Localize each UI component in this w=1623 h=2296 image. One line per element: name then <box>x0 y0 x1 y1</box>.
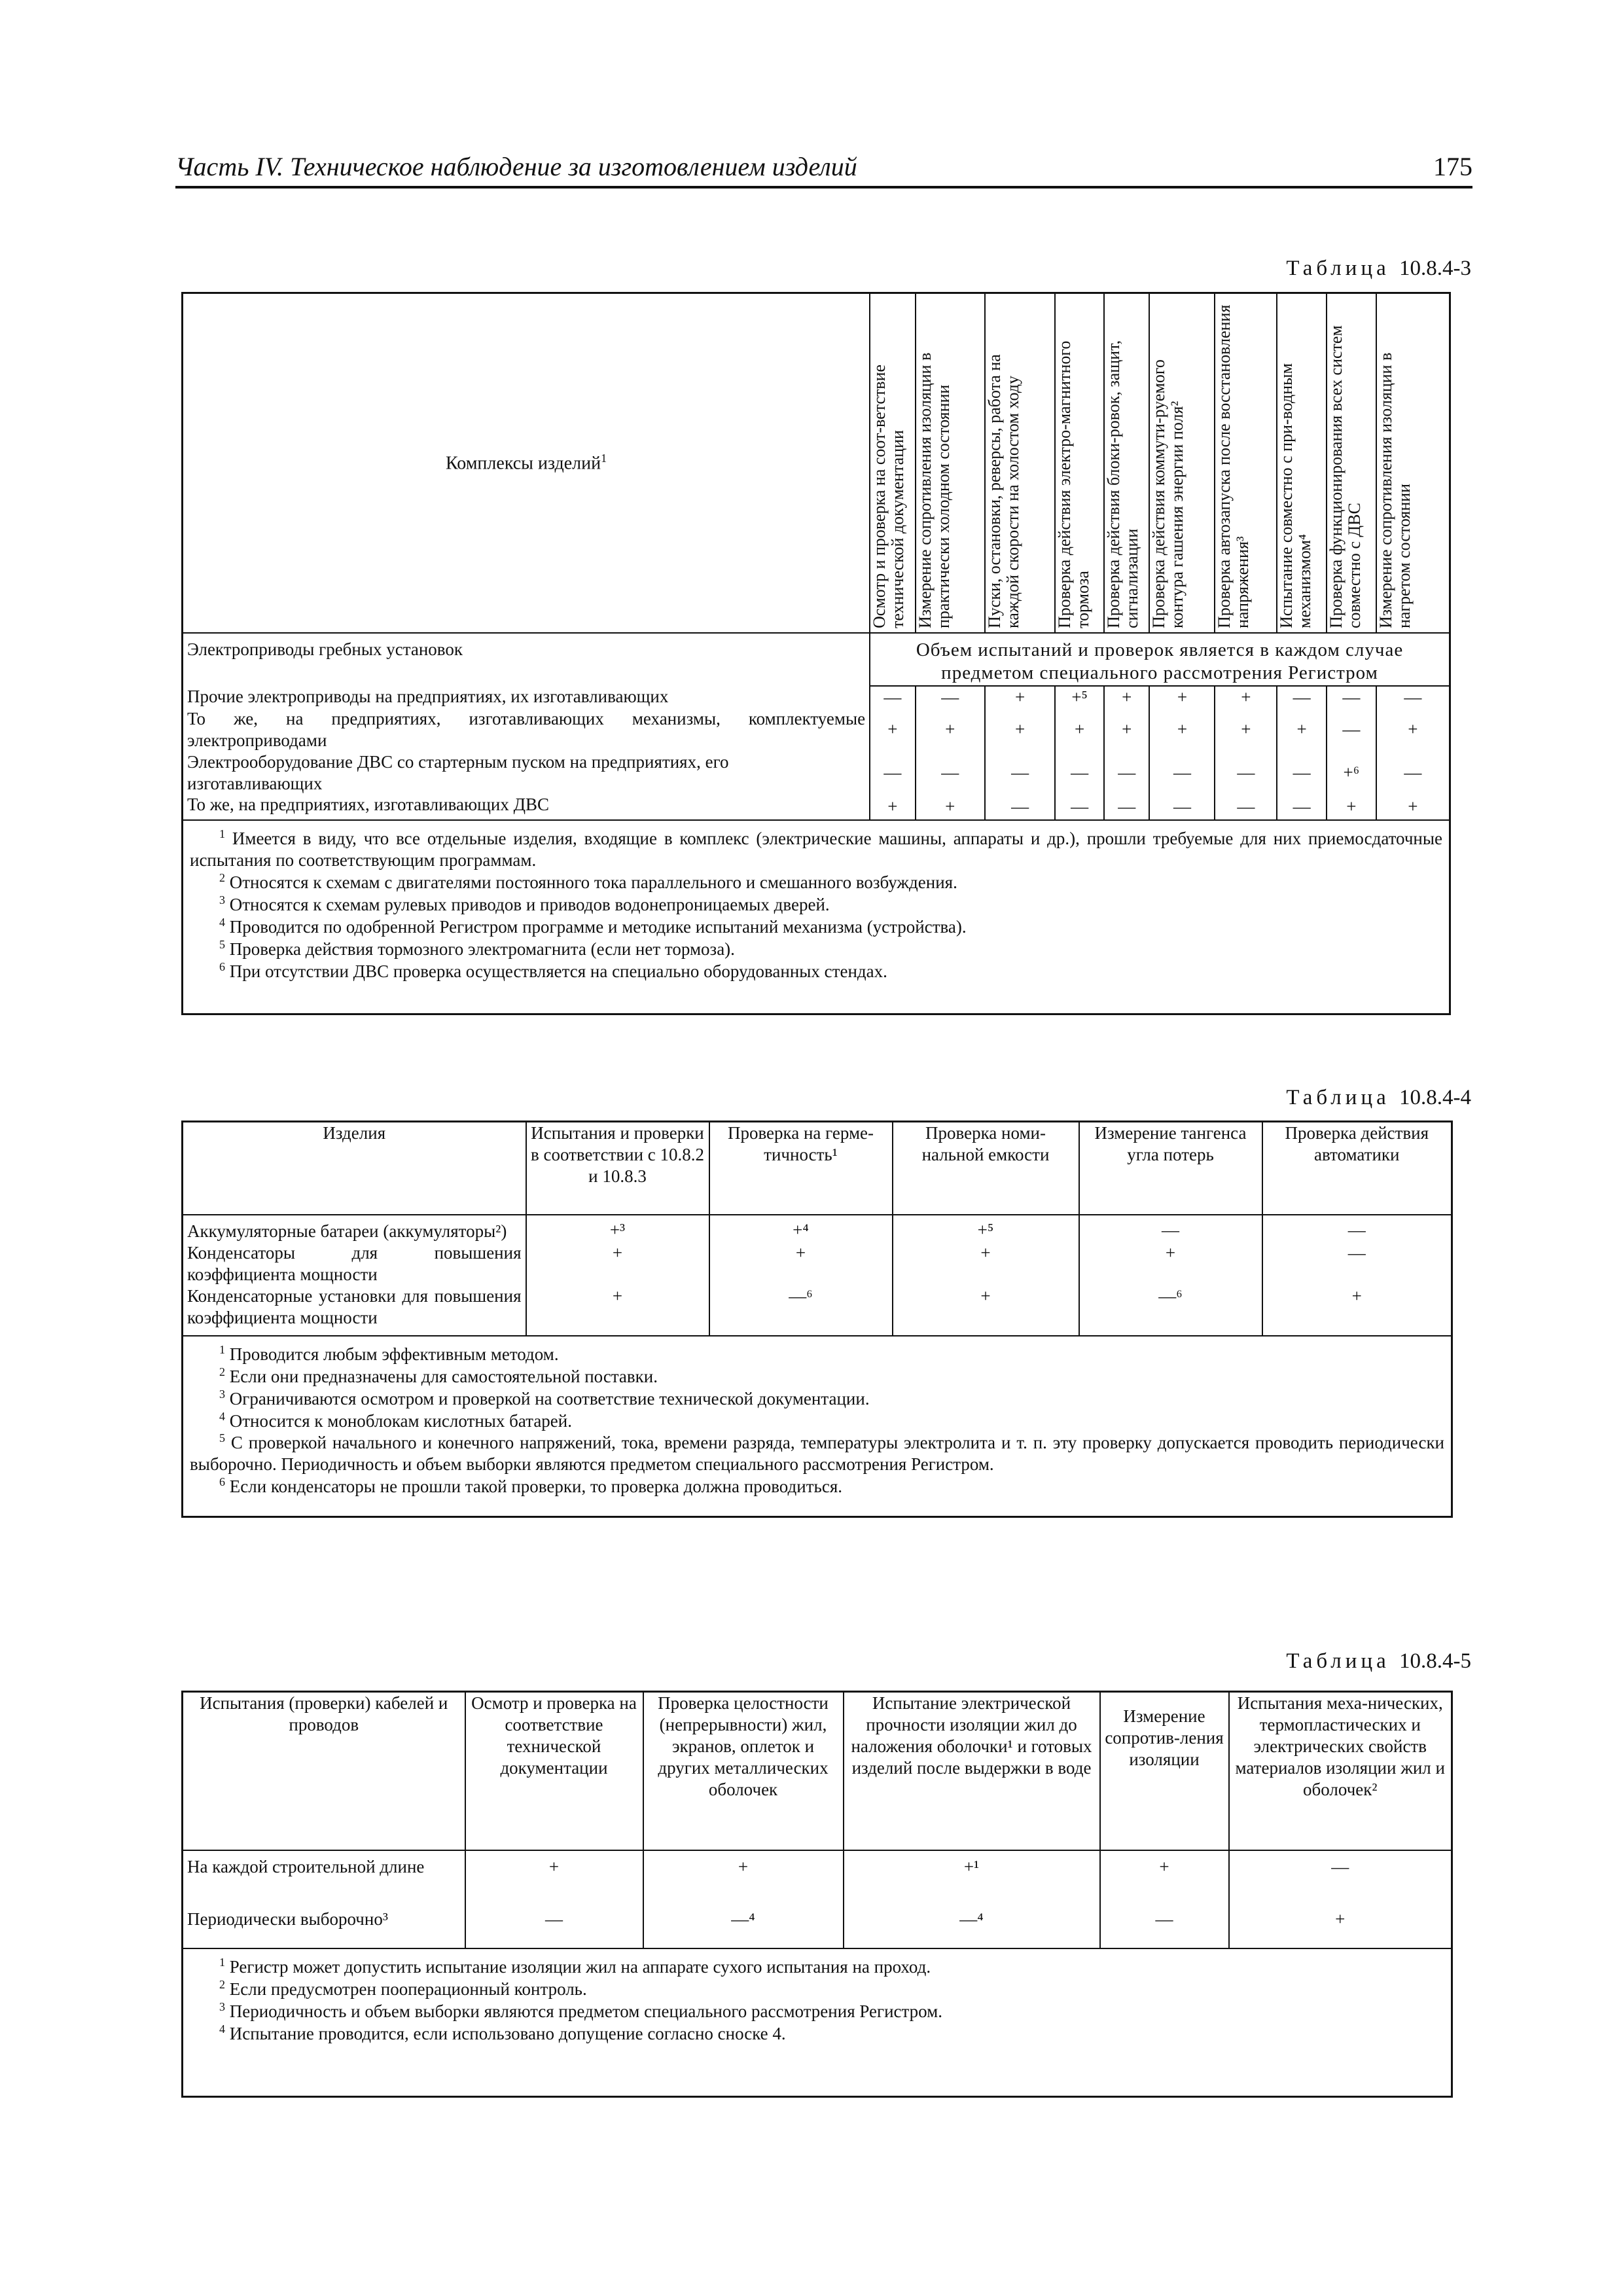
table-10-8-4-5 <box>181 1691 1453 2098</box>
cell: — <box>465 1909 643 1948</box>
cell: —⁴ <box>643 1909 844 1948</box>
table-10-8-4-4 <box>181 1121 1453 1518</box>
column-header: Проверка действия автоматики <box>1262 1122 1452 1215</box>
column-header: Пуски, остановки, реверсы, работа на каждой скорости на холостом ходу <box>985 293 1055 634</box>
row-label: Аккумуляторные батареи (аккумуляторы²) <box>183 1215 526 1242</box>
cell: +⁵ <box>893 1215 1079 1242</box>
row-label: Конденсаторные установки для повышения коэффициента мощности <box>183 1285 526 1336</box>
cell: + <box>709 1242 893 1285</box>
table-row <box>183 1242 1452 1285</box>
table-notes <box>183 1948 1452 2097</box>
corner-header: Комплексы изделий$^1$ <box>183 293 870 634</box>
table-notes <box>183 1336 1452 1517</box>
cell: + <box>1215 686 1277 708</box>
row-label: На каждой строительной длине <box>183 1850 465 1909</box>
footnote: $^6$ При отсутствии ДВС проверка осуществляется на специально оборудованных стендах. <box>219 960 887 981</box>
cell: — <box>1376 751 1450 795</box>
cell: —⁶ <box>1079 1285 1262 1336</box>
cell: + <box>1229 1909 1452 1948</box>
cell: — <box>1327 686 1376 708</box>
cell: — <box>1215 751 1277 795</box>
cell: — <box>1229 1850 1452 1909</box>
column-header: Проверка автозапуска после восстановления напряжения³ <box>1215 293 1277 634</box>
footnote: $^5$ Проверка действия тормозного электромагнита (если нет тормоза). <box>219 938 735 960</box>
cell: + <box>1055 708 1104 751</box>
cell: — <box>1055 751 1104 795</box>
column-header: Проверка номи-нальной емкости <box>893 1122 1079 1215</box>
cell: — <box>985 751 1055 795</box>
cell: +⁴ <box>709 1215 893 1242</box>
footnote: $^3$ Относятся к схемам рулевых приводов и приводов водонепроницаемых дверей. <box>219 893 830 915</box>
row-label: То же, на предприятиях, изготавливающих ДВС <box>183 794 870 820</box>
cell: — <box>1079 1215 1262 1242</box>
cell: +⁶ <box>1327 751 1376 795</box>
cell: —⁴ <box>844 1909 1100 1948</box>
cell: + <box>1327 794 1376 820</box>
table-notes-row <box>183 820 1450 1014</box>
column-header: Измерение тангенса угла потерь <box>1079 1122 1262 1215</box>
column-header: Проверка целостности (непрерывности) жил, экранов, оплеток и других металлических оболочек <box>643 1692 844 1851</box>
table-row <box>183 1850 1452 1909</box>
cell: — <box>1104 794 1149 820</box>
cell: + <box>1262 1285 1452 1336</box>
cell: + <box>1376 794 1450 820</box>
cell: — <box>1327 708 1376 751</box>
cell: — <box>1100 1909 1229 1948</box>
cell: + <box>1104 708 1149 751</box>
row-label: Электроприводы гребных установок <box>183 633 870 686</box>
column-header: Испытания (проверки) кабелей и проводов <box>183 1692 465 1851</box>
running-header <box>175 145 1472 188</box>
column-header: Изделия <box>183 1122 526 1215</box>
table-row <box>183 751 1450 795</box>
table-caption: Таблица 10.8.4-3 <box>1286 257 1471 280</box>
table-row <box>183 1909 1452 1948</box>
column-header: Испытания и проверки в соответствии с 10.8.2 и 10.8.3 <box>526 1122 709 1215</box>
cell: + <box>1079 1242 1262 1285</box>
column-header: Измерение сопротив-ления изоляции <box>1100 1692 1229 1851</box>
table-row <box>183 1285 1452 1336</box>
footnote: $^1$ Регистр может допустить испытание изоляции жил на аппарате сухого испытания на проход. <box>219 1956 931 1977</box>
column-header: Испытание совместно с при-водным механизмом⁴ <box>1277 293 1327 634</box>
footnote: $^6$ Если конденсаторы не прошли такой проверки, то проверка должна проводиться. <box>219 1475 842 1497</box>
footnote: $^1$ Имеется в виду, что все отдельные изделия, входящие в комплекс (электрические машины, аппараты и др.), прошли требуемые для них приемосдаточные испытания по соответствующим программам. <box>190 827 1443 870</box>
table-row <box>183 633 1450 686</box>
row-label: То же, на предприятиях, изготавливающих механизмы, комплектуемые электроприводами <box>183 708 870 751</box>
cell: + <box>893 1242 1079 1285</box>
column-header: Проверка действия электро-магнитного тормоза <box>1055 293 1104 634</box>
table-row <box>183 686 1450 708</box>
footnote: $^3$ Периодичность и объем выборки являются предметом специального рассмотрения Регистром. <box>219 2000 942 2021</box>
footnote: $^2$ Относятся к схемам с двигателями постоянного тока параллельного и смешанного возбуждения. <box>219 871 957 893</box>
cell: + <box>985 708 1055 751</box>
cell: + <box>893 1285 1079 1336</box>
cell: — <box>1277 751 1327 795</box>
cell: — <box>1262 1215 1452 1242</box>
column-header: Испытание электрической прочности изоляции жил до наложения оболочки¹ и готовых изделий после выдержки в воде <box>844 1692 1100 1851</box>
cell: + <box>526 1285 709 1336</box>
column-header: Проверка действия блоки-ровок, защит, сигнализации <box>1104 293 1149 634</box>
table-row <box>183 1215 1452 1242</box>
footnote: $^4$ Проводится по одобренной Регистром программе и методике испытаний механизма (устройства). <box>219 916 967 937</box>
row-label: Электрооборудование ДВС со стартерным пуском на предприятиях, его изготавливающих <box>183 751 870 795</box>
cell: + <box>643 1850 844 1909</box>
table-10-8-4-3 <box>181 292 1451 1015</box>
footnote: $^3$ Ограничиваются осмотром и проверкой на соответствие технической документации. <box>219 1387 870 1408</box>
footnote: $^4$ Испытание проводится, если использовано допущение согласно сноске 4. <box>219 2022 786 2043</box>
column-header: Осмотр и проверка на соот-ветствие технической документации <box>870 293 915 634</box>
cell: +³ <box>526 1215 709 1242</box>
footnote: $^4$ Относится к моноблокам кислотных батарей. <box>219 1409 572 1431</box>
table-caption: Таблица 10.8.4-5 <box>1286 1649 1471 1673</box>
cell: + <box>526 1242 709 1285</box>
cell: — <box>916 686 985 708</box>
column-header: Проверка функционирования всех систем совместно с ДВС <box>1327 293 1376 634</box>
footnote: $^2$ Если они предназначены для самостоятельной поставки. <box>219 1365 658 1386</box>
cell: — <box>1215 794 1277 820</box>
cell: + <box>985 686 1055 708</box>
cell: + <box>1100 1850 1229 1909</box>
cell: + <box>916 794 985 820</box>
table-header-row <box>183 1122 1452 1215</box>
cell: — <box>1055 794 1104 820</box>
footnote: $^5$ С проверкой начального и конечного напряжений, тока, времени разряда, температуры электролита и т. п. эту проверку допускается проводить периодически выборочно. Периодичность и объем выборки являются предметом специального рассмотрения Регистром. <box>190 1431 1445 1475</box>
cell: — <box>916 751 985 795</box>
cell: — <box>870 686 915 708</box>
column-header: Измерение сопротивления изоляции в нагретом состоянии <box>1376 293 1450 634</box>
cell: —⁶ <box>709 1285 893 1336</box>
cell: — <box>1149 751 1215 795</box>
column-header: Проверка действия коммути-руемого контура гашения энергии поля² <box>1149 293 1215 634</box>
table-row <box>183 794 1450 820</box>
column-header: Проверка на герме-тичность¹ <box>709 1122 893 1215</box>
cell: +¹ <box>844 1850 1100 1909</box>
footnote: $^2$ Если предусмотрен пооперационный контроль. <box>219 1977 587 1999</box>
cell: — <box>1277 686 1327 708</box>
cell: — <box>1149 794 1215 820</box>
cell: — <box>1262 1242 1452 1285</box>
row-label: Прочие электроприводы на предприятиях, их изготавливающих <box>183 686 870 708</box>
column-header: Осмотр и проверка на соответствие технической документации <box>465 1692 643 1851</box>
cell: + <box>1149 708 1215 751</box>
span-cell: Объем испытаний и проверок является в каждом случае предметом специального рассмотрения Регистром <box>870 633 1450 686</box>
cell: + <box>465 1850 643 1909</box>
cell: + <box>870 708 915 751</box>
cell: + <box>1149 686 1215 708</box>
cell: — <box>870 751 915 795</box>
column-header: Измерение сопротивления изоляции в практически холодном состоянии <box>916 293 985 634</box>
cell: + <box>1277 708 1327 751</box>
cell: + <box>1215 708 1277 751</box>
header-title: Часть IV. Техническое наблюдение за изготовлением изделий <box>175 152 857 181</box>
cell: + <box>1104 686 1149 708</box>
page-number: 175 <box>1433 152 1472 181</box>
cell: — <box>1104 751 1149 795</box>
row-label: Периодически выборочно³ <box>183 1909 465 1948</box>
cell: — <box>1277 794 1327 820</box>
cell: + <box>870 794 915 820</box>
footnote: $^1$ Проводится любым эффективным методом. <box>219 1342 559 1364</box>
table-caption: Таблица 10.8.4-4 <box>1286 1086 1471 1109</box>
row-label: Конденсаторы для повышения коэффициента мощности <box>183 1242 526 1285</box>
cell: +⁵ <box>1055 686 1104 708</box>
table-notes <box>183 820 1450 1014</box>
cell: + <box>916 708 985 751</box>
cell: + <box>1376 708 1450 751</box>
table-header-row <box>183 1692 1452 1851</box>
table-row <box>183 708 1450 751</box>
column-header: Испытания меха-нических, термопластических и электрических свойств материалов изоляции жил и оболочек² <box>1229 1692 1452 1851</box>
table-notes-row <box>183 1948 1452 2097</box>
table-notes-row <box>183 1336 1452 1517</box>
cell: — <box>1376 686 1450 708</box>
cell: — <box>985 794 1055 820</box>
table-header-row <box>183 293 1450 634</box>
